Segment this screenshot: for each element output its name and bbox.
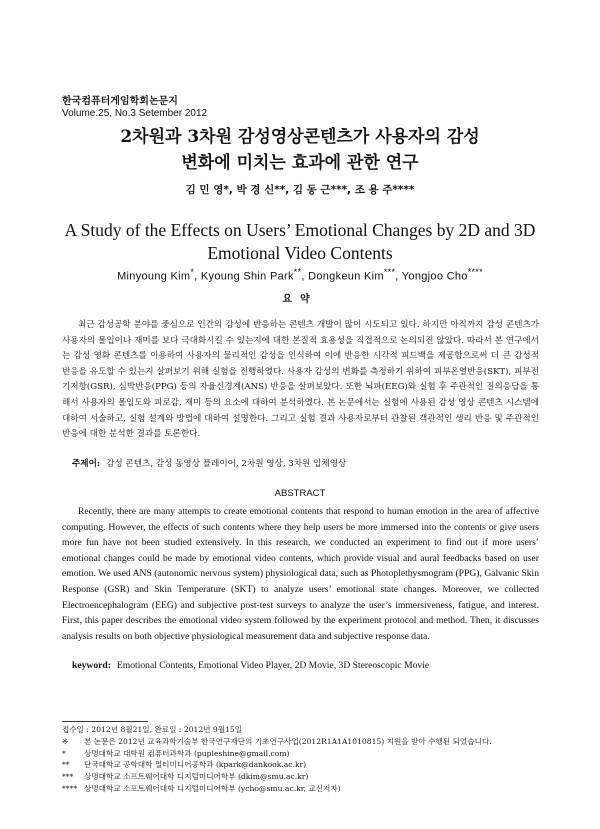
keyword-ko-text: 감성 콘텐츠, 감성 동영상 플레이어, 2차원 영상, 3차원 입체영상: [106, 459, 347, 469]
author-mark: ****: [467, 267, 483, 277]
footnote-mark: ****: [62, 783, 78, 793]
title-en-line1: A Study of the Effects on Users’ Emotional Changes by 2D and 3D: [64, 220, 536, 240]
author-mark: **: [293, 267, 302, 277]
footnote-mark: ※: [62, 736, 69, 746]
author-mark: ***: [383, 267, 396, 277]
footnote-text: 상명대학교 대학원 컴퓨터과학과 (pupleshine@gmail.com): [84, 748, 290, 758]
title-ko-line1: 2차원과 3차원 감성영상콘텐츠가 사용자의 감성: [120, 127, 480, 147]
footnote-item: [62, 748, 552, 760]
footnote-item: [62, 771, 552, 783]
footnote-text: 상명대학교 소프트웨어대학 디지털미디어학부 (dkim@smu.ac.kr): [84, 772, 309, 782]
abstract-ko-text: 최근 감성공학 분야를 중심으로 인간의 감성에 반응하는 콘텐츠 개발이 많이 시도되고 있다. 하지만 아직까지 감성 콘텐츠가 사용자의 몰입이나 재미를 보다 극대화시킬 수 있는지에 대한 본질적 효용성을 직접적으로 논의되진 않았다. 따라서 본 연구에서는 감성 영화 콘텐츠를 이용하여 사용자의 물리적인 감성을 인식하여 이에 반응한 시각적 피드백을 제공함으로써 더 큰 감성적 반응을 유도할 수 있는지 살펴보기 위해 실험을 진행하였다. 사용자 감성의 변화를 측정하기 위하여 피부온열반응(SKT), 피부전기저항(GSR), 심박반응(PPG) 등의 자율신경계(ANS) 반응을 살펴보았다. 또한 뇌파(EEG)와 실험 후 주관적인 질의응답을 통해서 사용자의 몰입도와 피로감, 재미 등의 요소에 대하여 분석하였다. 본 논문에서는 실험에 사용된 감성 영상 콘텐츠 시스템에 대하여 서술하고, 실험 설계와 방법에 대하여 설명한다. 그리고 실험 결과 사용자로부터 관찰된 객관적인 생리 반응 및 주관적인 반응에 대한 분석한 결과를 토론한다.: [62, 320, 539, 440]
authors-en: Minyoung Kim*, Kyoung Shin Park**, Dongkeun Kim***, Yongjoo Cho****: [117, 267, 483, 283]
footnote-item: [62, 736, 552, 748]
title-en-line2: Emotional Video Contents: [207, 243, 393, 263]
authors-ko: 김 민 영*, 박 경 신**, 김 동 근***, 조 용 주****: [185, 184, 415, 196]
title-ko-line2: 변화에 미치는 효과에 관한 연구: [181, 153, 419, 173]
author-name: Dongkeun Kim: [308, 270, 384, 283]
keyword-ko-label: 주제어:: [72, 459, 101, 469]
footnote-text: 상명대학교 소프트웨어대학 디지털미디어학부 (ycho@smu.ac.kr, 교신저자): [84, 783, 341, 793]
keyword-en-text: Emotional Contents, Emotional Video Player, 2D Movie, 3D Stereoscopic Movie: [116, 660, 430, 671]
summary-heading-ko: 요약: [282, 294, 318, 305]
footnote-mark: *: [62, 748, 66, 758]
keyword-en-label: keyword:: [72, 660, 111, 671]
journal-volume: Volume.25, No.3 Setember 2012: [62, 108, 208, 119]
footnote-item: [62, 724, 552, 736]
footnote-text: 접수일 : 2012년 8월21일, 완료일 : 2012년 9월15일: [62, 725, 243, 734]
author-mark: *: [190, 267, 195, 277]
footnote-text: 본 논문은 2012년 교육과학기술부 한국연구재단의 기초연구사업(2012R1A1A1010815) 지원을 받아 수행된 되었습니다.: [84, 736, 492, 746]
abstract-en-text: Recently, there are many attempts to create emotional contents that respond to human emotion in the area of affective computing. However, the effects of such contents where they help users be more immersed into the contents or give users more fun have not been studied extensively. In this research, we conducted an experiment to find out if more users’ emotional changes could be made by emotional video contents, which provide visual and aural feedbacks based on user emotion. We used ANS (autonomic nervous system) physiological data, such as Photoplethysmogram (PPG), Galvanic Skin Response (GSR) and Skin Temperature (SKT) to analyze users’ emotional state changes. Moreover, we collected Electroencephalogram (EEG) and subjective post-test surveys to analyze the user’s immersiveness, fatigue, and interest. First, this paper describes the emotional video system followed by the experiment protocol and method. Then, it discusses analysis results on both objective physiological measurement data and subjective response data.: [62, 506, 539, 642]
journal-name: 한국컴퓨터게임학회논문지: [62, 96, 178, 107]
footnote-text: 단국대학교 공학대학 멀티미디어공학과 (kpark@dankook.ac.kr): [84, 760, 307, 770]
footnote-item: [62, 759, 552, 771]
abstract-heading-en: ABSTRACT: [274, 488, 326, 499]
keyword-ko: [72, 457, 346, 469]
author-name: Yongjoo Cho: [401, 270, 468, 283]
author-name: Kyoung Shin Park: [200, 270, 294, 283]
footnotes: [62, 724, 552, 795]
footnote-item: [62, 783, 552, 795]
author-name: Minyoung Kim: [117, 270, 191, 283]
keyword-en: [72, 660, 429, 671]
footnote-divider: [62, 721, 148, 722]
footnote-mark: **: [62, 760, 70, 770]
footnote-mark: ***: [62, 772, 74, 782]
